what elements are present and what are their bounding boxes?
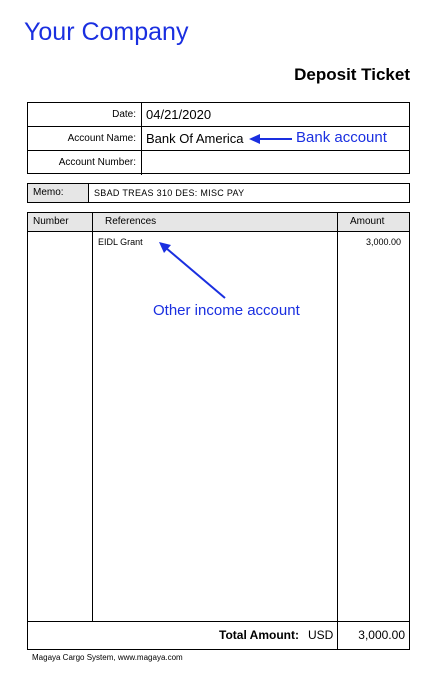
- date-value: 04/21/2020: [146, 107, 212, 122]
- income-account-arrow-icon: [159, 242, 225, 298]
- date-label: Date:: [28, 103, 142, 126]
- account-name-label: Account Name:: [28, 127, 142, 150]
- memo-value: SBAD TREAS 310 DES: MISC PAY: [94, 188, 245, 198]
- memo-label: Memo:: [28, 184, 89, 202]
- column-header-references: References: [105, 216, 157, 227]
- total-currency: USD: [308, 628, 334, 642]
- total-label: Total Amount:: [219, 628, 299, 642]
- row-reference: EIDL Grant: [98, 237, 143, 247]
- total-amount: 3,000.00: [358, 628, 405, 642]
- company-name: Your Company: [24, 18, 189, 46]
- column-header-amount: Amount: [350, 216, 385, 227]
- row-amount: 3,000.00: [365, 237, 401, 247]
- bank-account-arrow-icon: [249, 134, 292, 144]
- income-account-annotation: Other income account: [153, 302, 300, 319]
- account-name-value: Bank Of America: [146, 131, 244, 146]
- document-title: Deposit Ticket: [294, 65, 410, 84]
- column-header-number: Number: [33, 216, 69, 227]
- footer-text: Magaya Cargo System, www.magaya.com: [32, 653, 183, 662]
- account-number-label: Account Number:: [28, 151, 142, 175]
- bank-account-annotation: Bank account: [296, 129, 387, 146]
